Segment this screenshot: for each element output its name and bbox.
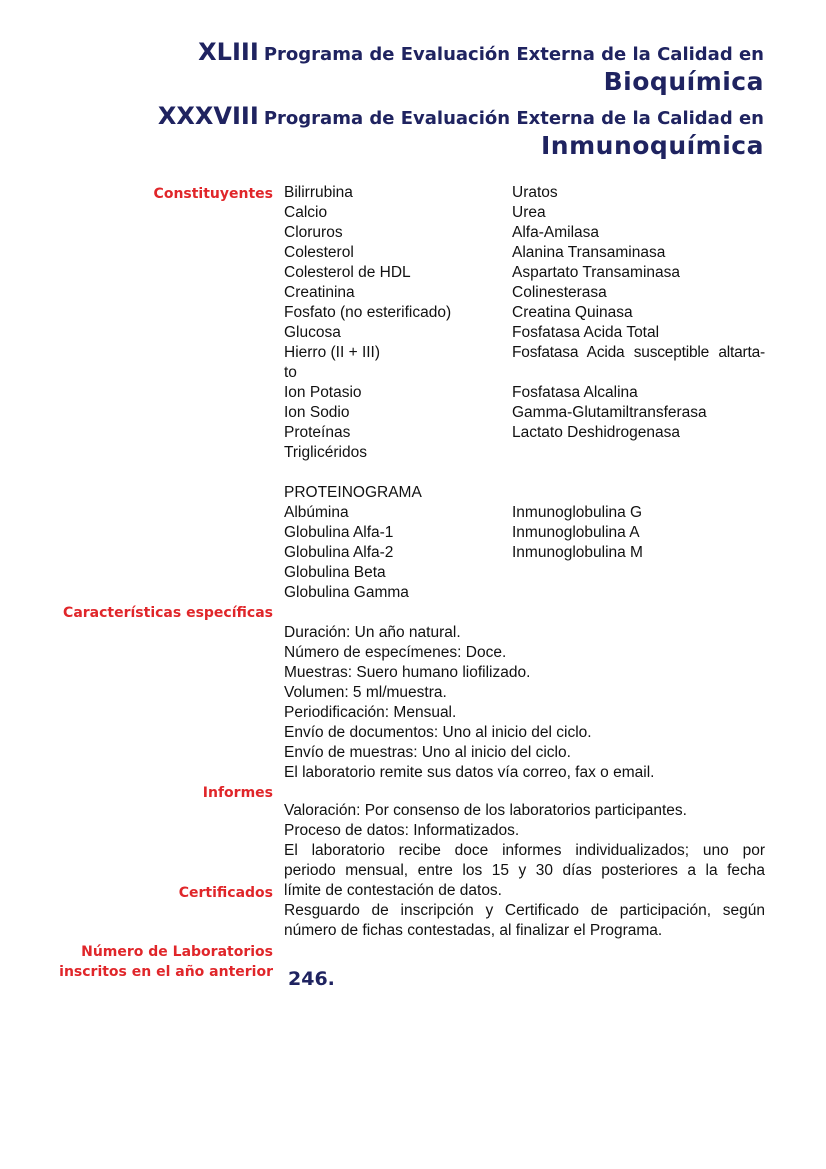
section-label-certificados: Certificados	[178, 885, 273, 901]
text-line: Resguardo de inscripción y Certificado de participación, según	[284, 902, 765, 919]
list-item: Globulina Alfa-1	[284, 524, 394, 541]
list-item: Creatina Quinasa	[512, 304, 633, 321]
list-item: Alfa-Amilasa	[512, 224, 599, 241]
program-title-inmunoquimica	[158, 102, 764, 130]
list-item: Uratos	[512, 184, 558, 201]
list-item: Inmunoglobulina A	[512, 524, 640, 541]
constituyentes-right-list	[512, 183, 765, 443]
list-item: Inmunoglobulina M	[512, 544, 643, 561]
list-item: Aspartato Transaminasa	[512, 264, 681, 281]
caracteristicas-list	[284, 623, 765, 783]
list-item: Globulina Beta	[284, 564, 386, 581]
section-label-caracteristicas: Características específicas	[63, 605, 273, 621]
list-item: Proteínas	[284, 424, 351, 441]
text-line: número de fichas contestadas, al finalizar el Programa.	[284, 922, 663, 939]
label-line: Número de Laboratorios	[81, 944, 273, 960]
list-item: Duración: Un año natural.	[284, 624, 461, 641]
list-item: Ion Potasio	[284, 384, 362, 401]
list-item: Globulina Gamma	[284, 584, 409, 601]
program-number: XLIII	[198, 38, 259, 66]
constituyentes-left-list	[284, 183, 451, 463]
list-item: Globulina Alfa-2	[284, 544, 394, 561]
subject-bioquimica: Bioquímica	[603, 67, 764, 96]
text-line: Proceso de datos: Informatizados.	[284, 822, 520, 839]
list-item: Fosfatasa Acida Total	[512, 324, 660, 341]
list-item: Calcio	[284, 204, 328, 221]
list-item: Fosfatasa Alcalina	[512, 384, 638, 401]
list-item: Glucosa	[284, 324, 341, 341]
list-item: El laboratorio remite sus datos vía correo, fax o email.	[284, 764, 655, 781]
list-item: Colinesterasa	[512, 284, 607, 301]
list-item: Bilirrubina	[284, 184, 353, 201]
list-item: Número de especímenes: Doce.	[284, 644, 507, 661]
program-title-bioquimica	[198, 38, 764, 66]
program-text: Programa de Evaluación Externa de la Calidad en	[263, 108, 764, 129]
text-line: Valoración: Por consenso de los laboratorios participantes.	[284, 802, 687, 819]
list-item	[512, 363, 765, 383]
list-item: Inmunoglobulina G	[512, 504, 643, 521]
list-item: Alanina Transaminasa	[512, 244, 666, 261]
list-item: Albúmina	[284, 504, 349, 521]
subject-inmunoquimica: Inmunoquímica	[541, 131, 764, 160]
list-item: Fosfato (no esterificado)	[284, 304, 452, 321]
list-item: Fosfatasa Acida susceptible altarta-	[512, 344, 765, 361]
list-item: Ion Sodio	[284, 404, 350, 421]
certificados-text	[284, 901, 765, 941]
list-item: Envío de documentos: Uno al inicio del ciclo.	[284, 724, 592, 741]
informes-text	[284, 801, 765, 901]
list-item: Lactato Deshidrogenasa	[512, 424, 681, 441]
list-item: Envío de muestras: Uno al inicio del ciclo.	[284, 744, 571, 761]
text-line: límite de contestación de datos.	[284, 882, 502, 899]
list-item: Urea	[512, 204, 546, 221]
list-item: Gamma-Glutamiltransferasa	[512, 404, 707, 421]
list-item: Volumen: 5 ml/muestra.	[284, 684, 447, 701]
program-text: Programa de Evaluación Externa de la Calidad en	[263, 44, 764, 65]
list-item: Triglicéridos	[284, 444, 367, 461]
section-label-constituyentes: Constituyentes	[153, 186, 273, 202]
text-line: El laboratorio recibe doce informes individualizados; uno por	[284, 842, 765, 859]
list-item: Hierro (II + III)	[284, 344, 381, 361]
list-item: Muestras: Suero humano liofilizado.	[284, 664, 531, 681]
text-line: periodo mensual, entre los 15 y 30 días posteriores a la fecha	[284, 862, 765, 879]
proteinograma-left-list	[284, 483, 422, 603]
section-label-informes: Informes	[202, 785, 273, 801]
program-number: XXXVIII	[157, 102, 259, 130]
list-item: to	[284, 364, 297, 381]
list-item: Colesterol de HDL	[284, 264, 411, 281]
proteinograma-title: PROTEINOGRAMA	[284, 484, 422, 501]
section-label-numero-laboratorios	[59, 942, 273, 982]
proteinograma-right-list	[512, 503, 643, 563]
list-item: Colesterol	[284, 244, 354, 261]
laboratorios-count: 246.	[288, 968, 335, 990]
list-item: Creatinina	[284, 284, 355, 301]
list-item: Cloruros	[284, 224, 343, 241]
label-line: inscritos en el año anterior	[59, 964, 273, 980]
list-item: Periodificación: Mensual.	[284, 704, 457, 721]
